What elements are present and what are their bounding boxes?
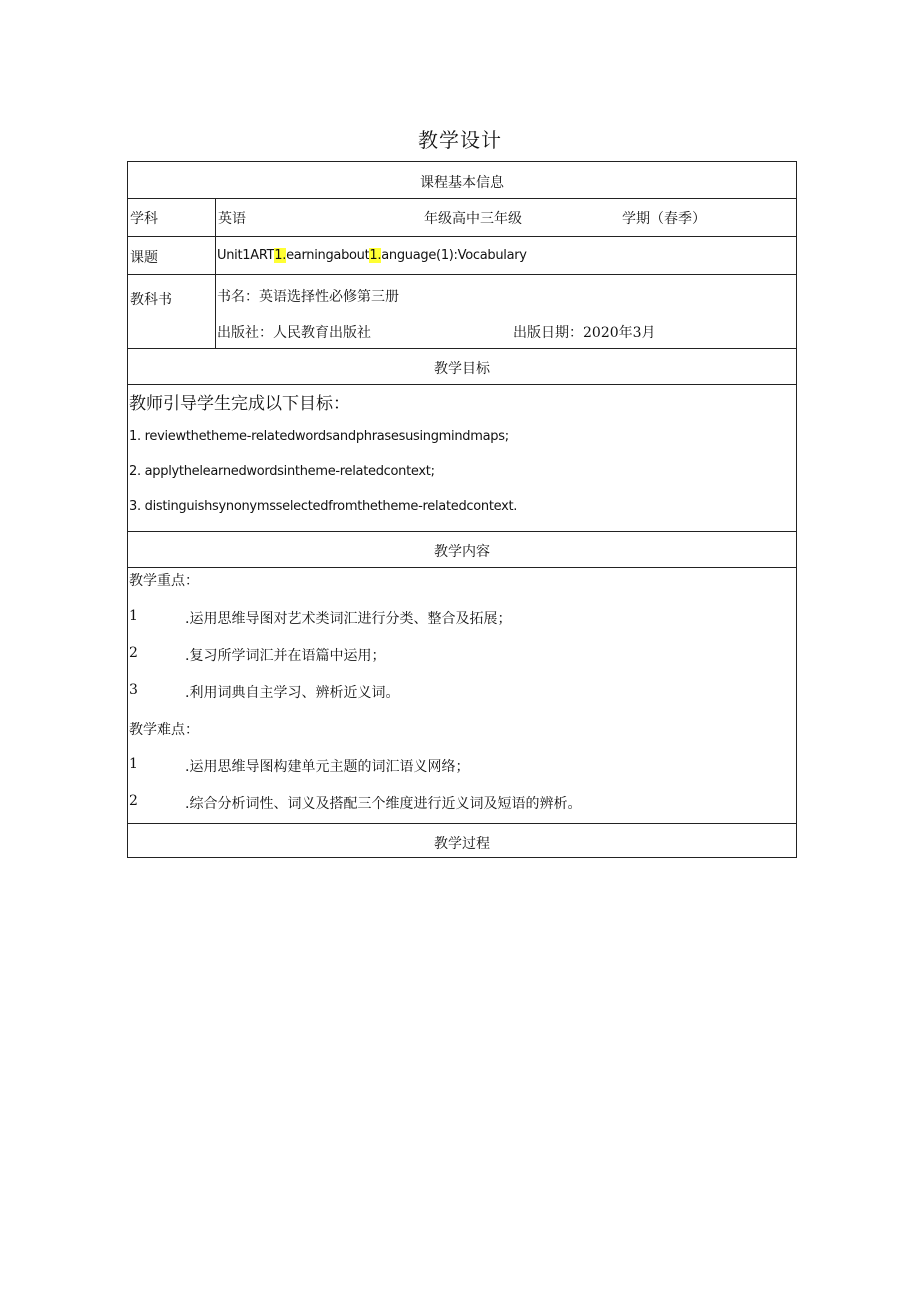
difficulties-label: 教学难点： bbox=[129, 722, 199, 738]
publish-date: 出版日期：2020年3月 bbox=[513, 325, 656, 341]
objectives-intro: 教师引导学生完成以下目标： bbox=[129, 394, 350, 414]
objectives-header: 教学目标 bbox=[434, 361, 490, 377]
term-text: 学期（春季） bbox=[622, 211, 706, 227]
highlighted-mark: 1. bbox=[369, 248, 382, 263]
publisher: 出版社：人民教育出版社 bbox=[217, 325, 371, 341]
divider bbox=[128, 567, 796, 568]
topic-value bbox=[217, 248, 527, 263]
key-point-number: 2 bbox=[129, 645, 138, 661]
objective-item: 1. reviewthetheme-relatedwordsandphrasesusingmindmaps; bbox=[129, 429, 509, 444]
process-header: 教学过程 bbox=[434, 836, 490, 852]
divider bbox=[128, 531, 796, 532]
book-name: 书名：英语选择性必修第三册 bbox=[217, 289, 399, 305]
topic-part: earningabout bbox=[286, 248, 370, 263]
subject-label: 学科 bbox=[130, 211, 158, 227]
textbook-label: 教科书 bbox=[130, 292, 172, 308]
divider bbox=[128, 236, 796, 237]
divider bbox=[128, 384, 796, 385]
key-points-label: 教学重点： bbox=[129, 573, 199, 589]
divider bbox=[128, 198, 796, 199]
document-title: 教学设计 bbox=[418, 128, 502, 152]
difficulty-text: .综合分析词性、词义及搭配三个维度进行近义词及短语的辨析。 bbox=[185, 796, 582, 812]
column-divider bbox=[215, 199, 216, 348]
objective-item: 2. applythelearnedwordsintheme-relatedcontext; bbox=[129, 464, 435, 479]
topic-part: anguage(1):Vocabulary bbox=[381, 248, 527, 263]
key-point-text: .利用词典自主学习、辨析近义词。 bbox=[185, 685, 400, 701]
difficulty-number: 1 bbox=[129, 756, 138, 772]
objective-item: 3. distinguishsynonymsselectedfromthetheme-relatedcontext. bbox=[129, 499, 518, 514]
difficulty-text: .运用思维导图构建单元主题的词汇语义网络； bbox=[185, 759, 470, 775]
lesson-plan-table bbox=[127, 161, 797, 858]
divider bbox=[128, 348, 796, 349]
key-point-text: .运用思维导图对艺术类词汇进行分类、整合及拓展； bbox=[185, 611, 512, 627]
content-header: 教学内容 bbox=[434, 544, 490, 560]
key-point-text: .复习所学词汇并在语篇中运用； bbox=[185, 648, 386, 664]
highlighted-mark: 1. bbox=[274, 248, 287, 263]
grade-text: 年级高中三年级 bbox=[424, 211, 522, 227]
divider bbox=[128, 274, 796, 275]
topic-part: Unit1ART bbox=[217, 248, 275, 263]
course-info-header: 课程基本信息 bbox=[420, 175, 504, 191]
divider bbox=[128, 823, 796, 824]
subject-value: 英语 bbox=[218, 211, 246, 227]
difficulty-number: 2 bbox=[129, 793, 138, 809]
key-point-number: 3 bbox=[129, 682, 138, 698]
topic-label: 课题 bbox=[130, 250, 158, 266]
key-point-number: 1 bbox=[129, 608, 138, 624]
